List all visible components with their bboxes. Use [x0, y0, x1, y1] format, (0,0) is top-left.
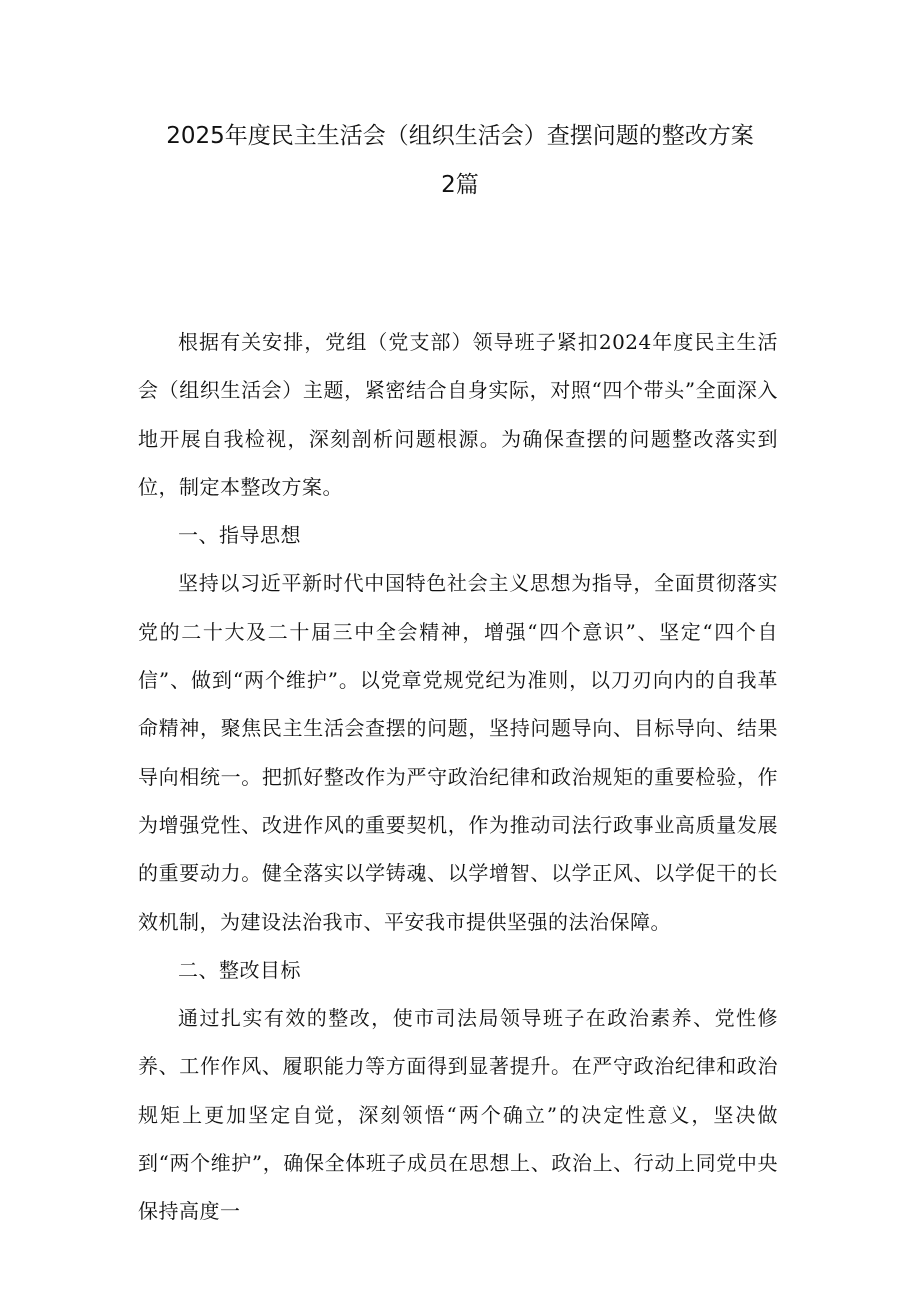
document-title: 2025年度民主生活会（组织生活会）查摆问题的整改方案: [166, 123, 754, 149]
intro-paragraph: 根据有关安排，党组（党支部）领导班子紧扣2024年度民主生活会（组织生活会）主题，紧密结合自身实际，对照“四个带头”全面深入地开展自我检视，深刻剖析问题根源。为确保查摆的问题整改落实到位，制定本整改方案。: [138, 330, 778, 499]
document-title-continuation: 2篇: [441, 172, 479, 198]
section-heading-rectification-goals: 二、整改目标: [178, 957, 301, 982]
document-body: [138, 318, 778, 1236]
rectification-goals-paragraph: 通过扎实有效的整改，使市司法局领导班子在政治素养、党性修养、工作作风、履职能力等方面得到显著提升。在严守政治纪律和政治规矩上更加坚定自觉，深刻领悟“两个确立”的决定性意义，坚决做到“两个维护”，确保全体班子成员在思想上、政治上、行动上同党中央保持高度一: [138, 1006, 778, 1224]
section-heading-guiding-ideology: 一、指导思想: [178, 523, 301, 548]
guiding-ideology-paragraph: 坚持以习近平新时代中国特色社会主义思想为指导，全面贯彻落实党的二十大及二十届三中全会精神，增强“四个意识”、坚定“四个自信”、做到“两个维护”。以党章党规党纪为准则，以刀刃向内的自我革命精神，聚焦民主生活会查摆的问题，坚持问题导向、目标导向、结果导向相统一。把抓好整改作为严守政治纪律和政治规矩的重要检验，作为增强党性、改进作风的重要契机，作为推动司法行政事业高质量发展的重要动力。健全落实以学铸魂、以学增智、以学正风、以学促干的长效机制，为建设法治我市、平安我市提供坚强的法治保障。: [138, 571, 778, 934]
